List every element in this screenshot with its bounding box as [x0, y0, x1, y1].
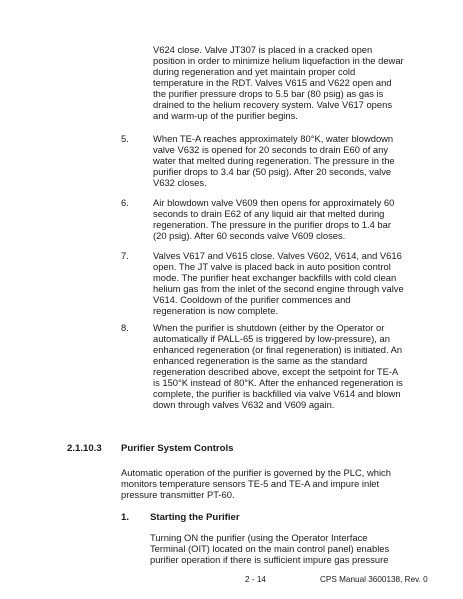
list-item-number: 5. [121, 133, 129, 144]
text-line: and warm-up of the purifier begins. [153, 110, 298, 121]
text-line: V614. Cooldown of the purifier commences and [153, 294, 351, 305]
text-line: Terminal (OIT) located on the main control panel) enables [150, 543, 390, 554]
text-line: is 150°K instead of 80°K. After the enhanced regeneration is [153, 377, 403, 388]
text-line: mode. The purifier heat exchanger backfills with cold clean [153, 272, 397, 283]
text-line: Automatic operation of the purifier is governed by the PLC, which [121, 467, 391, 478]
section-number: 2.1.10.3 [67, 443, 102, 454]
text-line: (20 psig). After 60 seconds valve V609 closes. [153, 230, 346, 241]
text-line: open. The JT valve is placed back in auto position control [153, 261, 391, 272]
continuation-paragraph [153, 44, 404, 121]
list-item-number: 6. [121, 197, 129, 208]
text-line: V624 close. Valve JT307 is placed in a cracked open [153, 44, 373, 55]
text-line: temperature in the RDT. Valves V615 and V622 open and [153, 77, 392, 88]
text-line: the purifier pressure drops to 5.5 bar (80 psig) as gas is [153, 88, 384, 99]
subsection-paragraph [150, 532, 394, 565]
section-paragraph [121, 467, 394, 500]
text-line: seconds to drain E62 of any liquid air that melted during [153, 208, 385, 219]
text-line: position in order to minimize helium liquefaction in the dewar [153, 55, 404, 66]
text-line: drained to the helium recovery system. Valve V617 opens [153, 99, 393, 110]
list-item-paragraph [153, 250, 404, 316]
list-item-number: 8. [121, 322, 129, 333]
list-item-paragraph [153, 197, 394, 241]
subsection-heading: Starting the Purifier [150, 512, 240, 523]
text-line: valve V632 is opened for 20 seconds to drain E60 of any [153, 144, 389, 155]
subsection-number: 1. [121, 512, 130, 523]
text-line: during regeneration and yet maintain proper cold [153, 66, 356, 77]
list-item-paragraph [153, 133, 394, 188]
text-line: purifier operation if there is sufficient impure gas pressure [150, 554, 389, 565]
list-item-paragraph [153, 322, 403, 410]
text-line: When the purifier is shutdown (either by the Operator or [153, 322, 385, 333]
text-line: regeneration. The pressure in the purifier drops to 1.4 bar [153, 219, 391, 230]
text-line: When TE-A reaches approximately 80°K, water blowdown [153, 133, 394, 144]
list-item-number: 7. [121, 250, 129, 261]
text-line: automatically if PALL-65 is triggered by low-pressure), an [153, 333, 390, 344]
text-line: Valves V617 and V615 close. Valves V602, V614, and V616 [153, 250, 402, 261]
page-number: 2 - 14 [245, 575, 266, 584]
text-line: pressure transmitter PT-60. [121, 489, 235, 500]
text-line: regeneration is now complete. [153, 305, 279, 316]
text-line: down through valves V632 and V609 again. [153, 399, 335, 410]
section-heading: Purifier System Controls [121, 443, 234, 454]
text-line: complete, the purifier is backfilled via valve V614 and blown [153, 388, 401, 399]
text-line: enhanced regeneration is the same as the standard [153, 355, 368, 366]
text-line: monitors temperature sensors TE-5 and TE-A and impure inlet [121, 478, 380, 489]
text-line: Turning ON the purifier (using the Operator Interface [150, 532, 368, 543]
text-line: helium gas from the inlet of the second engine through valve [153, 283, 404, 294]
text-line: Air blowdown valve V609 then opens for approximately 60 [153, 197, 395, 208]
text-line: V632 closes. [153, 177, 207, 188]
text-line: regeneration described above, except the setpoint for TE-A [153, 366, 399, 377]
text-line: enhanced regeneration (or final regeneration) is initiated. An [153, 344, 403, 355]
text-line: purifier drops to 3.4 bar (50 psig). After 20 seconds, valve [153, 166, 392, 177]
document-id: CPS Manual 3600138, Rev. 0 [320, 575, 428, 584]
text-line: water that melted during regeneration. The pressure in the [153, 155, 395, 166]
